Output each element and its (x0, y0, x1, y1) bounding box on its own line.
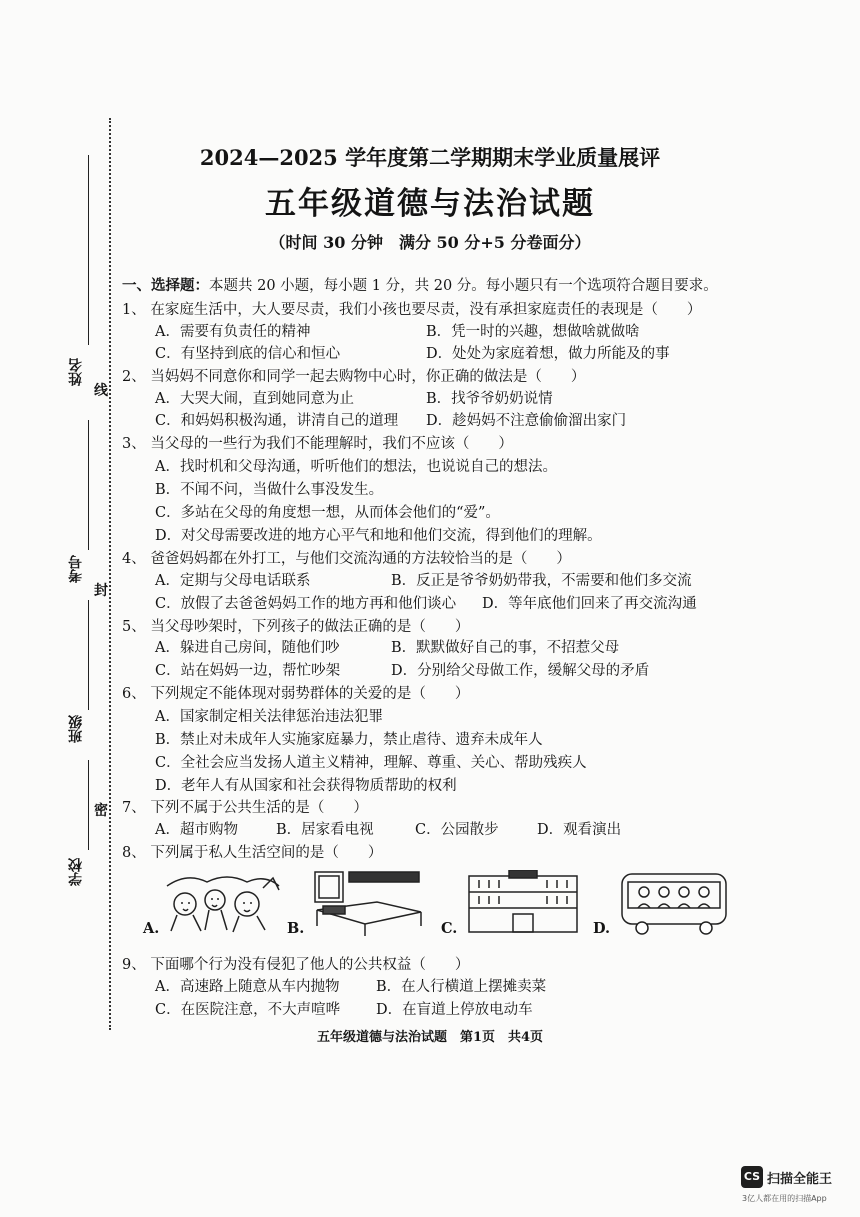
q8-option-c: C. (441, 920, 458, 937)
q2-option-b: B．找爷爷奶奶说情 (426, 391, 553, 407)
q5-option-d: D．分别给父母做工作，缓解父母的矛盾 (391, 663, 650, 679)
question-1-stem: 1、 在家庭生活中，大人要尽责，我们小孩也要尽责，没有承担家庭责任的表现是（ ） (122, 302, 702, 318)
q4-option-a: A．定期与父母电话联系 (155, 573, 311, 589)
children-playing-image (163, 868, 283, 938)
q4-option-d: D．等年底他们回来了再交流沟通 (482, 596, 697, 612)
question-4-stem: 4、 爸爸妈妈都在外打工，与他们交流沟通的方法较恰当的是（ ） (122, 551, 571, 567)
q3-option-d: D．对父母需要改进的地方心平气和地和他们交流，得到他们的理解。 (155, 528, 602, 544)
question-2-stem: 2、 当妈妈不同意你和同学一起去购物中心时，你正确的做法是（ ） (122, 369, 586, 385)
seal-mi-char: 密 (94, 803, 108, 819)
school-building-image (465, 870, 581, 936)
q6-option-d: D．老年人有从国家和社会获得物质帮助的权利 (155, 778, 457, 794)
q9-option-c: C．在医院注意，不大声喧哗 (155, 1002, 341, 1018)
scanner-logo-icon: CS (741, 1166, 763, 1188)
q5-option-a: A．躲进自己房间，随他们吵 (155, 640, 340, 656)
q1-option-c: C．有坚持到底的信心和恒心 (155, 346, 341, 362)
question-8-stem: 8、 下列属于私人生活空间的是（ ） (122, 845, 383, 861)
page-footer: 五年级道德与法治试题 第1页 共4页 (316, 1030, 544, 1045)
seal-feng-char: 封 (94, 583, 108, 599)
scanner-app-name: 扫描全能王 (767, 1172, 833, 1187)
q2-option-c: C．和妈妈积极沟通，讲清自己的道理 (155, 413, 399, 429)
q9-option-d: D．在盲道上停放电动车 (376, 1002, 533, 1018)
q6-option-b: B．禁止对未成年人实施家庭暴力，禁止虐待、遗弃未成年人 (155, 732, 543, 748)
scanner-tagline: 3亿人都在用的扫描App (742, 1194, 827, 1203)
school-underline (88, 760, 89, 850)
q2-option-a: A．大哭大闹，直到她同意为止 (155, 391, 354, 407)
binding-dotted-line (109, 118, 111, 1030)
q8-option-a: A. (143, 920, 160, 937)
question-6-stem: 6、 下列规定不能体现对弱势群体的关爱的是（ ） (122, 686, 470, 702)
exam-info: （时间 30 分钟 满分 50 分+5 分卷面分） (269, 233, 591, 252)
q7-option-b: B．居家看电视 (276, 822, 374, 838)
question-3-stem: 3、 当父母的一些行为我们不能理解时，我们不应该（ ） (122, 436, 513, 452)
q3-option-a: A．找时机和父母沟通，听听他们的想法，也说说自己的想法。 (155, 459, 557, 475)
q4-option-b: B．反正是爷爷奶奶带我，不需要和他们多交流 (391, 573, 692, 589)
exam-title: 五年级道德与法治试题 (265, 186, 595, 222)
bedroom-image (309, 866, 429, 938)
q8-option-d: D. (593, 920, 611, 937)
q6-option-c: C．全社会应当发扬人道主义精神，理解、尊重、关心、帮助残疾人 (155, 755, 587, 771)
q3-option-b: B．不闻不问，当做什么事没发生。 (155, 482, 384, 498)
question-9-stem: 9、 下面哪个行为没有侵犯了他人的公共权益（ ） (122, 957, 470, 973)
q1-option-b: B．凭一时的兴趣，想做啥就做啥 (426, 324, 640, 340)
q7-option-d: D．观看演出 (537, 822, 622, 838)
school-label: 学校 (68, 858, 84, 886)
q5-option-b: B．默默做好自己的事，不招惹父母 (391, 640, 620, 656)
q3-option-c: C．多站在父母的角度想一想，从而体会他们的“爱”。 (155, 505, 500, 521)
seal-line-char: 线 (94, 383, 108, 399)
bus-image (618, 870, 730, 936)
q1-option-a: A．需要有负责任的精神 (155, 324, 311, 340)
q8-option-b: B. (287, 920, 305, 937)
id-label: 考号 (68, 555, 84, 583)
class-underline (88, 600, 89, 710)
q4-option-c: C．放假了去爸爸妈妈工作的地方再和他们谈心 (155, 596, 457, 612)
question-7-stem: 7、 下列不属于公共生活的是（ ） (122, 800, 368, 816)
question-5-stem: 5、 当父母吵架时，下列孩子的做法正确的是（ ） (122, 619, 470, 635)
q6-option-a: A．国家制定相关法律惩治违法犯罪 (155, 709, 383, 725)
q1-option-d: D．处处为家庭着想，做力所能及的事 (426, 346, 670, 362)
name-label: 姓名 (68, 358, 84, 386)
q9-option-b: B．在人行横道上摆摊卖菜 (376, 979, 547, 995)
q2-option-d: D．趁妈妈不注意偷偷溜出家门 (426, 413, 627, 429)
q9-option-a: A．高速路上随意从车内抛物 (155, 979, 340, 995)
section-heading: 一、选择题：本题共 20 小题，每小题 1 分，共 20 分。每小题只有一个选项符合题目要求。 (122, 277, 718, 294)
id-underline (88, 420, 89, 550)
q7-option-a: A．超市购物 (155, 822, 238, 838)
q5-option-c: C．站在妈妈一边，帮忙吵架 (155, 663, 341, 679)
class-label: 班级 (68, 715, 84, 743)
q7-option-c: C．公园散步 (415, 822, 499, 838)
exam-term-heading: 2024—2025 学年度第二学期期末学业质量展评 (199, 145, 661, 170)
